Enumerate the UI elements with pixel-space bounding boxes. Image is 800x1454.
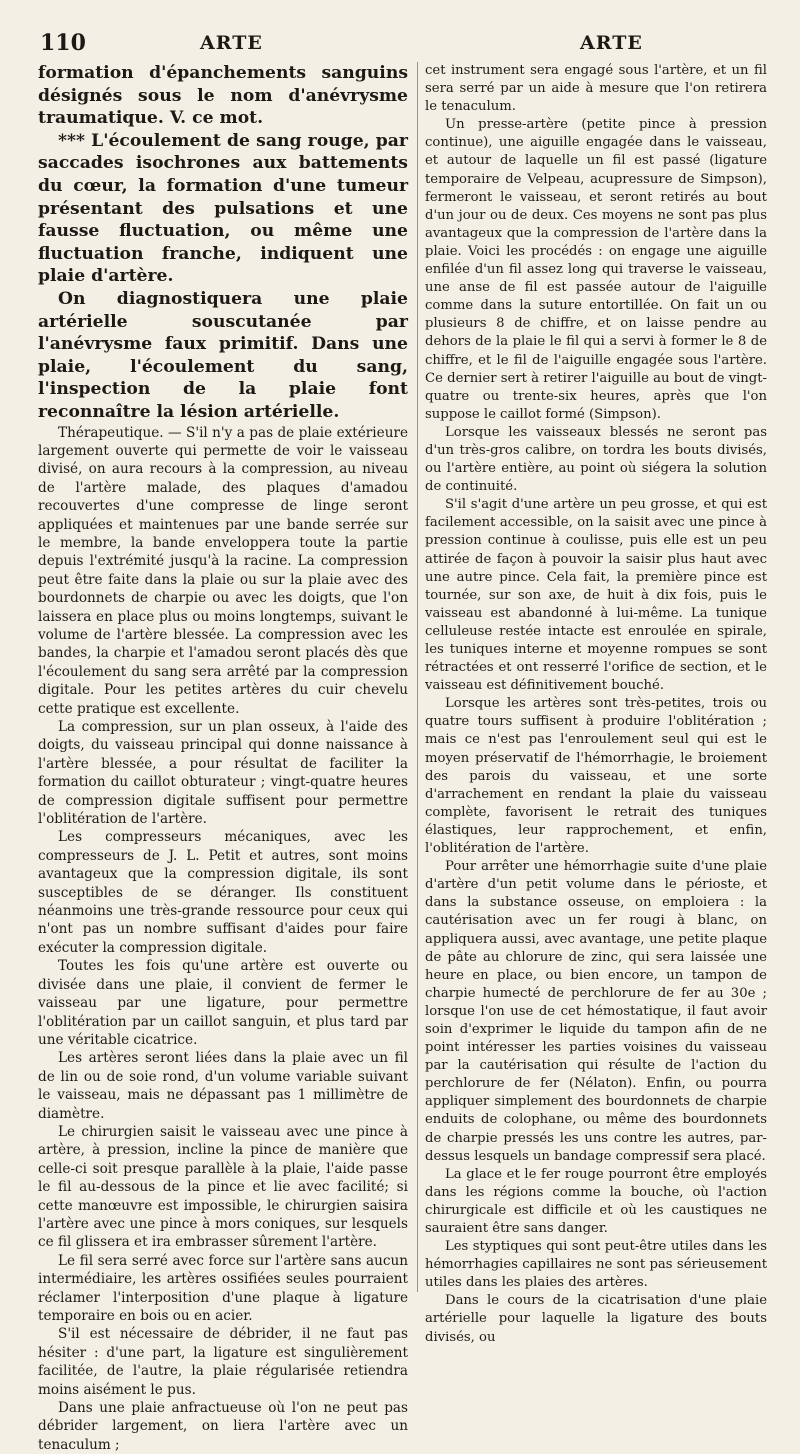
paragraph: Lorsque les artères sont très-petites, trois ou quatre tours suffisent à produire l'oblitération ; mais ce n'est pas l'enroulement seul qui est le moyen préservatif de l'hémorrhagie, le broiement des parois du vaisseau, et une sorte d'arrachement en rendant la plaie du vaisseau complète, favorisent le retrait des tuniques élastiques, leur rapprochement, et enfin, l'oblitération de l'artère. — [425, 696, 767, 857]
paragraph: Les artères seront liées dans la plaie avec un fil de lin ou de soie rond, d'un volume variable suivant le vaisseau, mais ne dépassant pas 1 millimètre de diamètre. — [38, 1050, 408, 1122]
paragraph: La compression, sur un plan osseux, à l'aide des doigts, du vaisseau principal qui donne naissance à l'artère blessée, a pour résultat de faciliter la formation du caillot obturateur ; vingt-quatre heures de compression digitale suffisent pour permettre l'oblitération de l'artère. — [38, 719, 408, 828]
running-head-right: ARTE — [580, 32, 643, 54]
paragraph: S'il est nécessaire de débrider, il ne faut pas hésiter : d'une part, la ligature est singulièrement facilitée, de l'autre, la plaie régularisée retiendra moins aisément le pus. — [38, 1326, 408, 1398]
paragraph: cet instrument sera engagé sous l'artère, et un fil sera serré par un aide à mesure que l'on retirera le tenaculum. — [425, 63, 767, 115]
paragraph: Thérapeutique. — S'il n'y a pas de plaie extérieure largement ouverte qui permette de voir le vaisseau divisé, on aura recours à la compression, au niveau de l'artère malade, des plaques d'amadou recouvertes d'une compresse de linge seront appliquées et maintenues par une bande serrée sur le membre, la bande enveloppera toute la partie depuis l'extrémité jusqu'à la racine. La compression peut être faite dans la plaie ou sur la plaie avec des bourdonnets de charpie ou avec les doigts, que l'on laissera en place plus ou moins longtemps, suivant le volume de l'artère blessée. La compression avec les bandes, la charpie et l'amadou seront placés dès que l'écoulement du sang sera arrêté par la compression digitale. Pour les petites artères du cuir chevelu cette pratique est excellente. — [38, 424, 408, 717]
column-divider — [417, 62, 418, 1292]
paragraph: On diagnostiquera une plaie artérielle souscutanée par l'anévrysme faux primitif. Dans une plaie, l'écoulement du sang, l'inspection de la plaie font reconnaître la lésion artérielle. — [38, 288, 408, 422]
paragraph: formation d'épanchements sanguins désignés sous le nom d'anévrysme traumatique. V. ce mot. — [38, 63, 408, 129]
paragraph: Les compresseurs mécaniques, avec les compresseurs de J. L. Petit et autres, sont moins avantageux que la compression digitale, ils sont susceptibles de se déranger. Ils constituent néanmoins une très-grande ressource pour ceux qui n'ont pas un nombre suffisant d'aides pour faire exécuter la compression digitale. — [38, 829, 408, 956]
paragraph: *** L'écoulement de sang rouge, par saccades isochrones aux battements du cœur, la formation d'une tumeur présentant des pulsations et une fausse fluctuation, ou même une fluctuation franche, indiquent une plaie d'artère. — [38, 130, 408, 287]
right-column — [425, 62, 767, 1345]
paragraph: Lorsque les vaisseaux blessés ne seront pas d'un très-gros calibre, on tordra les bouts divisés, ou l'artère entière, au point où siégera la solution de continuité. — [425, 424, 767, 495]
paragraph: Les styptiques qui sont peut-être utiles dans les hémorrhagies capillaires ne sont pas sérieusement utiles dans les plaies des artères. — [425, 1239, 767, 1291]
paragraph: Dans le cours de la cicatrisation d'une plaie artérielle pour laquelle la ligature des bouts divisés, ou — [425, 1293, 767, 1345]
running-head-left: ARTE — [200, 32, 263, 54]
paragraph: S'il s'agit d'une artère un peu grosse, et qui est facilement accessible, on la saisit avec une pince à pression continue à coulisse, puis elle est un peu attirée de façon à pouvoir la saisir plus haut avec une autre pince. Cela fait, la première pince est tournée, sur son axe, de huit à dix fois, puis le vaisseau est abandonné à lui-même. La tunique celluleuse restée intacte est enroulée en spirale, les tuniques interne et moyenne rompues se sont rétractées et ont resserré l'orifice de section, et le vaisseau est définitivement bouché. — [425, 497, 767, 694]
paragraph: Dans une plaie anfractueuse où l'on ne peut pas débrider largement, on liera l'artère avec un tenaculum ; — [38, 1400, 408, 1453]
paragraph: Toutes les fois qu'une artère est ouverte ou divisée dans une plaie, il convient de fermer le vaisseau par une ligature, pour permettre l'oblitération par un caillot sanguin, et plus tard par une véritable cicatrice. — [38, 958, 408, 1048]
paragraph: Pour arrêter une hémorrhagie suite d'une plaie d'artère d'un petit volume dans le périoste, et dans la substance osseuse, on emploiera : la cautérisation avec un fer rougi à blanc, on appliquera aussi, avec avantage, une petite plaque de pâte au chlorure de zinc, qui sera laissée une heure en place, ou bien encore, un tampon de charpie humecté de perchlorure de fer au 30e ; lorsque l'on use de cet hémostatique, il faut avoir soin d'exprimer le liquide du tampon afin de ne point intéresser les parties voisines du vaisseau par la cautérisation qui résulte de l'action du perchlorure de fer (Nélaton). Enfin, ou pourra appliquer simplement des bourdonnets de charpie enduits de colophane, ou même des bourdonnets de charpie pressés les uns contre les autres, par-dessus lesquels un bandage compressif sera placé. — [425, 859, 767, 1164]
page-number: 110 — [40, 30, 86, 56]
paragraph: Un presse-artère (petite pince à pression continue), une aiguille engagée dans le vaisseau, et autour de laquelle un fil est passé (ligature temporaire de Velpeau, acupressure de Simpson), fermeront le vaisseau, et seront retirés au bout d'un jour ou de deux. Ces moyens ne sont pas plus avantageux que la compression de l'artère dans la plaie. Voici les procédés : on engage une aiguille enfilée d'un fil assez long qui traverse le vaisseau, une anse de fil est passée autour de l'aiguille comme dans la suture entortillée. On fait un ou plusieurs 8 de chiffre, et on laisse pendre au dehors de la plaie le fil qui a servi à former le 8 de chiffre, et le fil de l'aiguille engagée sous l'artère. Ce dernier sert à retirer l'aiguille au bout de vingt-quatre ou trente-six heures, après que l'on suppose le caillot formé (Simpson). — [425, 117, 767, 422]
paragraph: Le fil sera serré avec force sur l'artère sans aucun intermédiaire, les artères ossifiées seules pourraient réclamer l'interposition d'une plaque à ligature temporaire en bois ou en acier. — [38, 1252, 408, 1324]
left-column — [38, 62, 408, 1453]
page-header — [0, 30, 800, 58]
paragraph: Le chirurgien saisit le vaisseau avec une pince à artère, à pression, incline la pince de manière que celle-ci soit presque parallèle à la plaie, l'aide passe le fil au-dessous de la pince et lie avec facilité; si cette manœuvre est impossible, le chirurgien saisira l'artère avec une pince à mors coniques, sur lesquels ce fil glissera et ira embrasser sûrement l'artère. — [38, 1123, 408, 1251]
paragraph: La glace et le fer rouge pourront être employés dans les régions comme la bouche, où l'action chirurgicale est difficile et où les caustiques ne sauraient être sans danger. — [425, 1166, 767, 1236]
